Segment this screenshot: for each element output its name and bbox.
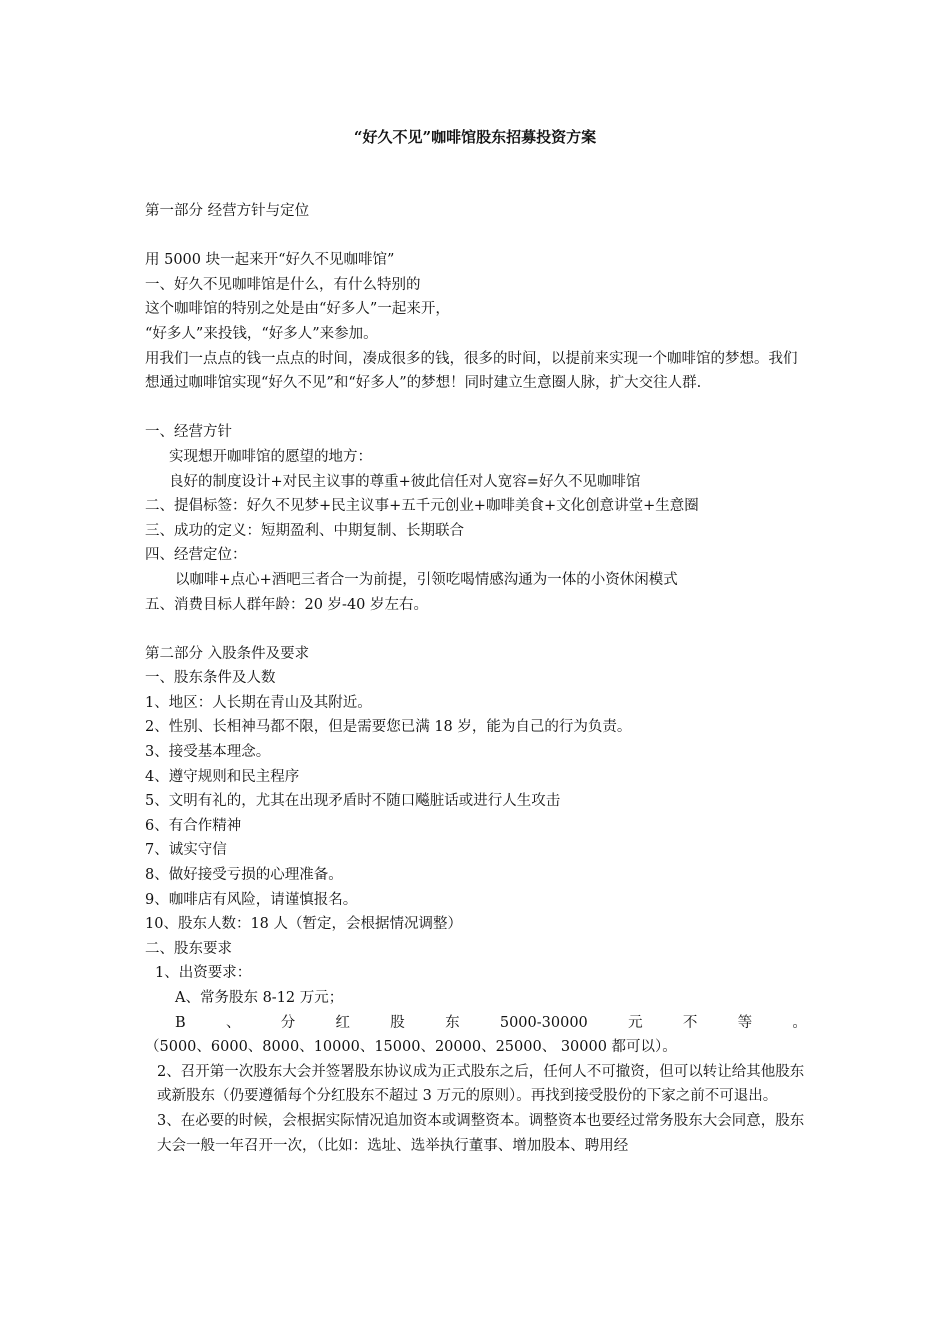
condition-item: 7、诚实守信: [145, 842, 227, 859]
positioning-text: 以咖啡+点心+酒吧三者合一为前提，引领吃喝情感沟通为一体的小资休闲模式: [175, 571, 678, 588]
req1-b-part: B: [175, 1014, 186, 1031]
condition-item: 10、股东人数：18 人（暂定，会根据情况调整）: [145, 916, 463, 933]
spacer: [145, 617, 807, 642]
req1-b-part: 分: [280, 1014, 296, 1031]
document-title: “好久不见”咖啡馆股东招募投资方案: [353, 128, 597, 146]
intro-line-2: 一、好久不见咖啡馆是什么，有什么特别的: [145, 276, 421, 293]
req1-b-part: 红: [335, 1014, 350, 1031]
condition-item: 3、接受基本理念。: [145, 744, 271, 761]
req1-b-part: 元: [628, 1014, 643, 1031]
condition-item: 1、地区：人长期在青山及其附近。: [145, 694, 372, 711]
req1-b-part: 。: [792, 1014, 807, 1031]
req1-b-part: 、: [225, 1014, 241, 1031]
condition-item: 5、文明有礼的，尤其在出现矛盾时不随口飚脏话或进行人生攻击: [145, 793, 561, 810]
req1-b-part: 等: [737, 1014, 753, 1031]
policy-heading: 一、经营方针: [145, 424, 232, 441]
intro-paragraph: 用我们一点点的钱一点点的时间，凑成很多的钱，很多的时间，以提前来实现一个咖啡馆的梦想。我们想通过咖啡馆实现“好久不见”和“好多人”的梦想！同时建立生意圈人脉，扩大交往人群.: [145, 350, 798, 392]
part1-heading: 第一部分 经营方针与定位: [145, 203, 310, 219]
spacer: [145, 224, 807, 249]
requirements-heading: 二、股东要求: [145, 940, 232, 957]
condition-item: 9、咖啡店有风险，请谨慎报名。: [145, 891, 358, 908]
req1-a: A、常务股东 8-12 万元；: [175, 990, 344, 1006]
conditions-heading: 一、股东条件及人数: [145, 670, 276, 687]
success-line: 三、成功的定义：短期盈利、中期复制、长期联合: [145, 522, 464, 539]
req1-b-part: 5000-30000: [499, 1014, 588, 1031]
positioning-heading: 四、经营定位：: [145, 547, 247, 564]
condition-item: 4、遵守规则和民主程序: [145, 768, 300, 785]
req1-heading: 1、出资要求：: [155, 965, 252, 982]
policy-line-2: 良好的制度设计+对民主议事的尊重+彼此信任对人宽容=好久不见咖啡馆: [169, 473, 641, 490]
intro-line-1: 用 5000 块一起来开“好久不见咖啡馆”: [145, 252, 395, 269]
condition-item: 2、性别、长相神马都不限，但是需要您已满 18 岁，能为自己的行为负责。: [145, 719, 632, 736]
req1-b: [145, 1011, 807, 1036]
condition-item: 8、做好接受亏损的心理准备。: [145, 867, 343, 884]
req1-b-continuation: （5000、6000、8000、10000、15000、20000、25000、 30000 都可以）。: [145, 1039, 677, 1056]
intro-line-3: 这个咖啡馆的特别之处是由“好多人”一起来开，: [145, 301, 450, 318]
req1-b-part: 不: [682, 1014, 698, 1031]
tags-line: 二、提倡标签：好久不见梦+民主议事+五千元创业+咖啡美食+文化创意讲堂+生意圈: [145, 498, 699, 515]
policy-line-1: 实现想开咖啡馆的愿望的地方：: [169, 448, 372, 465]
target-line: 五、消费目标人群年龄：20 岁-40 岁左右。: [145, 596, 429, 613]
condition-item: 6、有合作精神: [145, 817, 242, 834]
req1-b-part: 股: [390, 1014, 405, 1031]
spacer: [145, 396, 807, 421]
req3-paragraph: 3、在必要的时候，会根据实际情况追加资本或调整资本。调整资本也要经过常务股东大会同意，股东大会一般一年召开一次，（比如：选址、选举执行董事、增加股本、聘用经: [157, 1112, 805, 1154]
req1-b-part: 东: [445, 1014, 460, 1031]
document-body: [145, 199, 807, 1158]
part2-heading: 第二部分 入股条件及要求: [145, 645, 310, 662]
intro-line-4: “好多人”来投钱，“好多人”来参加。: [145, 325, 378, 342]
req2-paragraph: 2、召开第一次股东大会并签署股东协议成为正式股东之后，任何人不可撤资，但可以转让给其他股东或新股东（仍要遵循每个分红股东不超过 3 万元的原则）。再找到接受股份的下家之前不可退出。: [157, 1063, 805, 1105]
